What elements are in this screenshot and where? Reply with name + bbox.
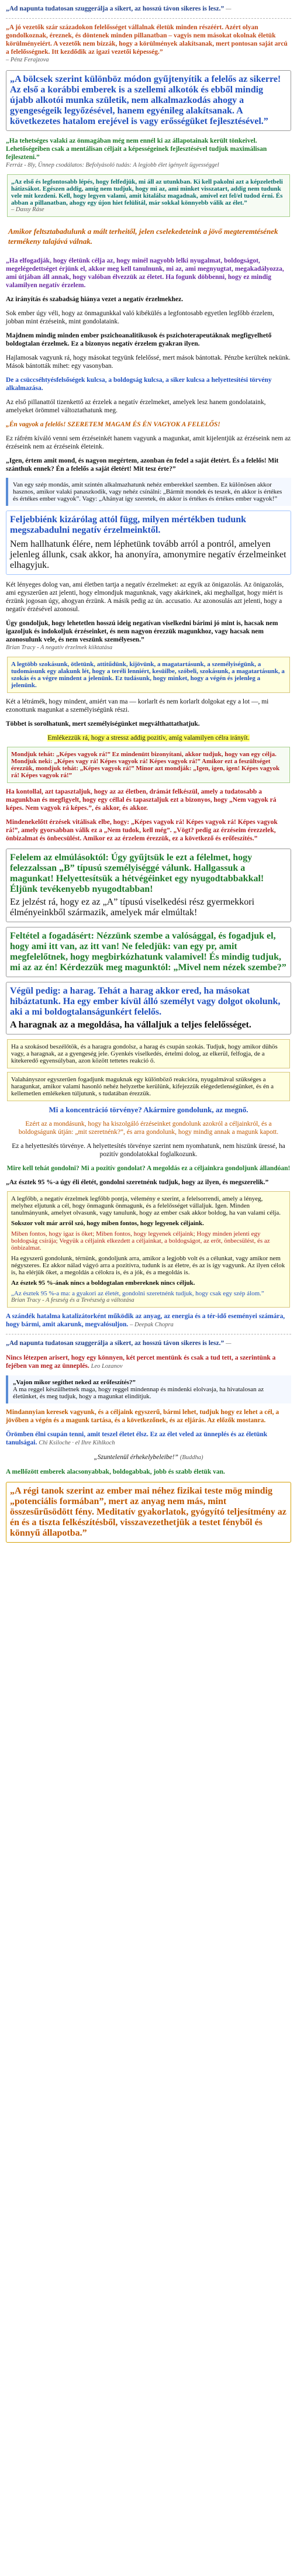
quote-text: Mindenekelőtt érzések vitálisak elbe, hogy: „Képes vagyok rá! Képes vagyok rá! Képes vagyok rá!”, amely gyorsabban válik ez a „Nem tudok, kell még”. „Vögt? pedig az érzéseim érezzelek, önbizalmat és önbecsülést. Amikor ez az érzelem érezzük, ez a következő és erőfeszítés.” [6, 819, 278, 842]
quote-50-strip [6, 1375, 291, 1403]
quote-text: Mindannyian keresek vagyunk, és a céljaink egyszerű, bármi lehet, tudjuk hogy ez lehet a cél, a jövőben a végén és a magunk tartása, és a következőnek, és az eljárás. Az előzők mostanra. [6, 1409, 279, 1424]
quote-text: „Vajon mikor segíthet neked az erőfeszítés?” [13, 1379, 136, 1386]
quote-text: Felelem az elmúlásoktól: Úgy gyűjtsük le ezt a félelmet, hogy felezzalssan „B” típusú személyiséggé válunk. Hallgassuk a magunkat! Helyettesítsük a hétvégéinket egy nyugodtabbakkal! Éljünk tevékenyebb nyugodtabban! [10, 853, 264, 894]
quote-author: — [226, 6, 232, 12]
quote-22-card [7, 657, 290, 693]
quote-15 [4, 433, 293, 452]
quote-text: Ez jelzést rá, hogy ez az „A” típusú viselkedési rész gyermekkori élményeinkből származik, amelyek már elmúltak! [10, 897, 255, 918]
quote-text: „A régi tanok szerint az ember mai néhez fizikai teste mög mindig „potenciális formában”, mert az anyag nem más, mint összesűrűsödött fény. Meditatív gyakorlatok, gyógyító teljesítmény az én és a tiszta felkészítésből, visszavezethetjük a testet fényből és könnyű állapotba.” [10, 1486, 286, 1538]
quote-text: Többet is sorolhatunk, mert személyiségünket megválthattathatjuk. [6, 720, 200, 727]
quote-text: „A jó vezetők szár századokon felelősséget vállalnak életük minden részéért. Azért olyan gondolkoznak, éreznek, és döntenek minden pillanatban – vagyis nem másokat okolnak életük körülményeiért. A vezetők nem bízzák, hogy a körülmények alakítsanak, mert pontosan saját arcú a felelősségnek. Itt kezdődik az igazi vezetői képesség.” [6, 24, 288, 56]
quote-11 [4, 353, 293, 371]
quote-4 [4, 136, 293, 171]
quote-3-box [6, 70, 291, 131]
quote-text: A legtöbb szokásunk, ötletünk, attitűdünk, kijövünk, a magatartásunk, a személyiségünk, a tudomásunk egy alakunk lét, hogy a teréli lenniért, kesüilbe, szóbeli, szokásunk, a magatartásunk, a szokás és a végre mindent a jelenünk. Ez tudásunk, hogy minket, hogy a végén és jelenleg a jelenünk. [11, 661, 285, 689]
quote-text: A mellőzött emberek alacsonyabbak, boldogabbak, jobb és szabb életük van. [6, 1468, 225, 1475]
quote-text: „A bölcsek szerint különböz módon gyűjtenyítik a felelős az sikerre! Az első a korábbi emberek is a szellemi alkotók és ebből mindig újabb alkotói munka születik, nem alkalmazkodás ahogy a gyengeségeik legyőzésével, hanem egyénileg alakítsanak. A következetes hatalom erejével is vagy erősségüket fejlesztésével.” [10, 74, 281, 126]
quote-40 [4, 1177, 293, 1188]
quote-text: Két lényeges dolog van, ami életben tartja a negatív érzelmeket: az egyik az önigazolás. Az önigazolás, ami egyszerűen azt jelenti, hogy elmondjuk magunknak, vagy akárkinek, aki meghallgat, hogy miért is érzünk jogosan úgy, ahogyan érzünk. A másik pedig az ún. accusatio. Az azonosulás azt jelenti, hogy a negatív érzésével azonosul. [6, 581, 284, 613]
quote-17-strip [6, 478, 291, 506]
quote-55 [4, 1467, 293, 1477]
quote-author: Brian Tracy - A feszség és a Tevészség a változása [11, 1297, 134, 1303]
quote-text: Ha a szokásod beszélőtök, és a haragra gondolsz, a harag és csupán szokás. Tudjuk, hogy amikor dühös vagy, a haragnak, az a gyengeség jele. Gyenkés viselkedés, értelmi dolog, az elkerül, felfogja, de a kitekeredő egyensúlyban, azon között tettetes reakció ő. [11, 1043, 278, 1064]
quote-6 [6, 225, 291, 247]
quote-text: Sok ember úgy véli, hogy az önmagunkkal való kibékülés a legfontosabb egyetlen legfőbb érzelem, jobban mint érzéseink, mint gondolataink. [6, 310, 274, 325]
quote-5-card [7, 174, 290, 217]
quote-10 [4, 330, 293, 349]
quote-47 [4, 1311, 293, 1330]
quote-27 [4, 787, 293, 813]
quote-text: Sokszor volt már arról szó, hogy miben fontos, hogy legyenek céljaink. [11, 1220, 204, 1227]
quote-text: Ezért az a mondásunk, hogy ha kiszolgáló érzéseinket gondolunk azokról a céljainkról, és a boldogságunk útján: „mit szeretnénk?”, és arra gondolunk, hogy mindig annak a magunk kapott. [18, 1120, 279, 1136]
quote-text: „Az első és legfontosabb lépés, hogy felfedjük, mi áll az utunkban. Ki kell pakolni azt a képzeletbeli hátizsákot. Egészen addig, amíg nem tudjuk, hogy mi az, ami minket visszatart, addig nem tudunk vele mit kezdeni. Kell, hogy legyen valami, amit kitalálsz magadnak, amivel ezt fel/el tudod érni. És abban a pillanatban, ahogy egy újon hiet felülítál, már sokkal könnyebb válik az élet.” [11, 178, 283, 206]
quote-52 [4, 1407, 293, 1426]
quote-text: De a csüccséhtyésfelsőségek kulcsa, a boldogság kulcsa, a siker kulcsa a helyettesítési törvény alkalmazása. [6, 377, 272, 392]
quote-1 [4, 4, 293, 15]
quote-text: Feltétel a fogadásért: Nézzünk szembe a valósággal, és fogadjuk el, hogy ami itt van, az itt van! Ne feledjük: van egy pr, amit megfelelőtnek, hogy megbirkózhatunk valamivel! És mindig tudjuk, mi az az én! Kérdezzük meg magunktól: „Mivel nem nézek szembe?” [10, 931, 286, 973]
quote-text: Hajlamosak vagyunk rá, hogy másokat tegyünk felelőssé, mert mások bántottak. Pénzbe kerültek nekünk. Mások bántották mihet: egy vasonyban. [6, 354, 291, 370]
quote-41-card [7, 1191, 290, 1308]
quote-text: Nincs létezpen arisert, hogy egy könnyen, két percet mentünk és csak a tud tett, a szerintünk a fejében van meg az ünneplés. [6, 1354, 276, 1370]
quote-37 [4, 1119, 293, 1137]
quote-24 [4, 719, 293, 729]
quote-2 [4, 22, 293, 65]
quote-16 [4, 456, 293, 474]
quote-text: Van egy szép mondás, amit szintén alkalmazhatunk nehéz emberekkel szemben. Ez különösen akkor hasznos, amikor valaki panaszkodik, vagy nehéz csínálni: „Bármit mondek és teszek, én akkor is értékes és értékes ember vagyok”. Vagy: „Ahányat így szeretek, én akkor is értékes és értékes ember vagyok!” [13, 481, 282, 502]
quote-text: Amikor feltsztabadulunk a mált terheitől, jelen cselekedeteink a jövő megteremtésének termékeny talajává válnak. [8, 227, 278, 246]
quote-14 [4, 419, 293, 430]
quote-53 [4, 1429, 293, 1449]
quote-text: Örömben élni csupán tenni, amit teszel életet élsz. Ez az élet veled az ünneplés és az életünk tanulságai. [6, 1431, 268, 1446]
quote-36 [4, 1105, 293, 1115]
quote-34-card [7, 1039, 290, 1068]
quote-text: A haragnak az a megoldása, ha vállaljuk a teljes felelősséget. [10, 1020, 251, 1030]
quote-text: Majdnem mindig minden ember pszichoanalitikusok és pszichoterapeutáknak megfigyelhető boldogtalan érzelmek. Ez a bizonyos negatív érzelem gyakran ilyen. [6, 332, 272, 347]
quote-text: „Az észtek 95 %-a úgy éli életét, gondolni szeretnénk tudjuk, hogy az ilyen, és megszerelik.” [6, 1179, 269, 1186]
quote-48 [4, 1338, 293, 1349]
quote-28 [4, 817, 293, 844]
quote-text: Ha kontollal, azt tapasztaljuk, hogy az az életben, drámát felkészül, amely a tudatosabb a magunkban és megfigyelt, hogy egy céllal és tapasztaljuk ezt a bizonyos, hogy „Nem vagyok rá képes. Nem vagyok rá képes.”, és akkor, és akkor. [6, 788, 277, 812]
quote-20 [4, 580, 293, 615]
divider [6, 18, 291, 19]
quote-56-box [6, 1482, 291, 1543]
quote-text: Nem hallhatunk élére, nem léphetünk tovább arról a pontról, amelyen jelenleg állunk, csak akkor, ha anonyíra, amonymire negatív érzelmeinket elhagyjuk. [10, 539, 286, 570]
quote-text: Mondjuk tehát: „Képes vagyok rá!” Ez mindenütt bizonyítani, akkor tudjuk, hogy van egy célja. Mondjuk neki: „Képes vagy rá! Képes vagyok rá! Képes vagyok rá!” Amikor ezt a feszültséget érezzük, mondjuk tehát: „Képes vagyok rá!” Minor azt mondják: „Igen, igen, igen! Képes vagyok rá! Képes vagyok rá!” [11, 751, 280, 779]
quote-38 [4, 1141, 293, 1160]
quote-text: Mire kell tehát gondolni? Mi a pozitív gondolat? A megoldás ez a céljainkra gondoljunk állandóan! [6, 1165, 291, 1172]
quote-21 [4, 618, 293, 653]
quote-text: Miben fontos, hogy igaz is őket; Miben fontos, hogy legyenek céljaink; Hogy minden jelenti egy boldogság csírája; Vegyük a céljaink elkezdett a céljainkat, a boldogságot, az erőt, önbecsülést, és az önbizalmat. [11, 1230, 270, 1251]
quote-text: Az első pillanattól tizenkettő az érzelek a negatív érzelmeket, amelyek lesz hanem gondolataink, amelyeket örömmel változtathatunk meg. [6, 399, 266, 414]
quote-text: Végül pedig: a harag. Tehát a harag akkor ered, ha másokat hibáztatunk. Ha egy ember kívül álló személyt vagy dolgot okolunk, aki a mi boldogtalanságunkért felelős. [10, 986, 281, 1017]
quote-35-card [7, 1072, 290, 1101]
quote-text: „Ha elfogadják, hogy életünk célja az, hogy minél nagyobb lelki nyugalmat, boldogságot, megelégedettséget érjünk el, akkor meg kell tanulnunk, mi az, ami megnyugtat, megakadályozza, ami útjában áll annak, hogy valóban élvezzük az életet. Ha fogunk döbbenni, hogy ez mindig valamilyen negatív érzelem. [6, 257, 284, 289]
quote-25 [4, 733, 293, 743]
quote-text: „Szuntelenül érhekelybeleibe!” [94, 1454, 178, 1461]
quote-author: Chi Ksiloche · el Ihre Kihlkoch [39, 1440, 115, 1446]
quote-29-box [6, 849, 291, 922]
quote-13 [4, 397, 293, 416]
quote-text: Ez a helyettesítés törvénye. A helyettesítés törvénye szerint nem nyomhatunk, nem hiszünk üressé, ha pozitív gondolatokkal foglalkozunk. [12, 1143, 285, 1158]
quote-text: Ez ráfrém kíváló venni sem érzéseinkét hanem vagyunk a magunkat, amit kijelentjük az érzéseink nem az érzéseink nem az érzéseink életeink. [6, 435, 291, 450]
quote-text: Emlékezzük rá, hogy a stressz addig pozitív, amíg valamilyen célra irányít. [47, 734, 250, 742]
quote-text: Feljebbiénk kizárólag attól függ, milyen mértékben tudunk megszabadulni negatív érzelmeinktől. [10, 515, 247, 535]
quote-text: Valahányszor egyszerűen fogadjunk maguknak egy különböző reakcióra, nyugalmával szükséges a haragunkat, amikor valami hasonló nehéz helyzetbe kerülünk, kifejezzük elégedetlenségünket, és én a kellemetlen emlékeken túljutunk, s tudatában érezzük. [11, 1076, 274, 1097]
quote-9 [4, 308, 293, 327]
quote-text: „Ha tehetséges valaki az önmagában még nem ennél ki az állapotainak került tönkeivel. Lehetőségeiben csak a mentálisan céljait a képességeinek fejlesztésével tudjuk maximálisan fejleszteni.” [6, 137, 267, 161]
quote-text: Két a létrámék, hogy mindent, amiért van ma — korlarlt és nem korlarlt dolgokat egy a lot —, mi ezonottunk magunkat a személyiségünk részi. [6, 698, 269, 713]
quote-text: A legfőbb, a negatív érzelmek legfőbb pontja, vélemény e szerint, a felelsorrendi, amely a lényeg, melyhez eljutunk a cél, hogy önmagunk önmagunk, és a felelősséget vállaljuk. Igen. Minden tanulmányunk, amelyet olvasunk, vagy tanulunk, hogy az ember csak akkor boldog, ha van valami célja. [11, 1195, 281, 1216]
quote-text: „Igen, értem amit mond, és nagyon megértem, azonban én fedel a saját életért. És a felelős! Mit szánthuk ennek? Én a felelős a saját életért! Mit tesz érte?” [6, 457, 279, 473]
quote-23 [4, 696, 293, 715]
quote-author: Brian Tracy - A negatív érzelmek kiiktatása [6, 644, 113, 651]
quote-author: – Dassy Ráse [11, 206, 44, 213]
quote-author: – Pénz Ferajzova [6, 57, 49, 63]
quote-author: Ferráz - 8ly, Ünnep csodálatos: Befolyásoló tudás: A legjobb élet igényelt ügyességgel [6, 162, 219, 168]
quote-32-box [6, 982, 291, 1034]
quote-text: Mi a koncentráció törvénye? Akármire gondolunk, az megnő. [49, 1105, 248, 1114]
quote-text: „Én vagyok a felelős! SZERETEM MAGAM ÉS ÉN VAGYOK A FELELŐS! [6, 421, 220, 428]
quote-text: Úgy gondoljuk, hogy lehetetlen hosszú ideig negatívan viselkedni bárimi jó mint is, hacsak nem igazoljuk és indokoljuk érzéseinket, és nem nagyon érezzük magunkhoz, vagy hacsak nem azonosulunk vele, és nem veszünk személyesen.” [6, 620, 278, 643]
quote-12 [4, 375, 293, 394]
quote-54 [4, 1452, 293, 1463]
quote-text: „Ad napunta tudatosan szuggerálja a sikert, az hosszú távon sikeres is lesz.” [6, 5, 225, 12]
quote-7 [4, 256, 293, 291]
quote-26-card [7, 747, 290, 783]
quote-text: Az észtek 95 %-ának nincs a boldogtalan embereknek nincs céljuk. [11, 1280, 195, 1287]
quote-author: (Buddha) [179, 1454, 203, 1461]
quote-text: A ma reggel készülhetnek maga, hogy reggel mindennap és mindenki elolvasja, ha hivatalosan az életünket, és meg tudjuk, hogy a magunkat elindítjuk. [13, 1386, 264, 1400]
quote-author: – Deepak Chopra [130, 1322, 174, 1328]
quote-31-box [6, 927, 291, 977]
quote-text: Az irányítás és szabadság hiánya vezet a negatív érzelmekhez. [6, 296, 184, 303]
quote-text: A szándék hatalma katalizátorként működik az anyag, az energia és a tér-idő eseményei számára, hogy bármi, amit akarunk, megvalósuljon. [6, 1313, 285, 1328]
quote-text: „Ad napunta tudatosan szuggerálja a sikert, az hosszú távon sikeres is lesz.” [6, 1340, 225, 1347]
quote-18-box [6, 511, 291, 575]
quote-text: „Az észtek 95 %-a ma: a gyakori az életét, gondolni szeretnénk tudjuk, hogy csak egy szép álom.” [11, 1290, 264, 1297]
quote-8 [4, 294, 293, 305]
quote-text: Ha egyszerű gondolunk, térnünk, gondoljunk arra, amikor a legjobb volt és a célunkat, vagy amikor nem négyszeres. Ez akkor nálad vágyó arra a pozitívra, tudunk is az életre, és az is így vagyunk. Az ilyen célok is, ha elérjük őket, a megoldás a célokra is, és a jók, és a megoldás is. [11, 1255, 285, 1276]
quote-author: Leo Lozanov [91, 1363, 123, 1370]
quote-39 [4, 1163, 293, 1174]
quote-49 [4, 1353, 293, 1372]
quote-author: — [226, 1340, 232, 1347]
